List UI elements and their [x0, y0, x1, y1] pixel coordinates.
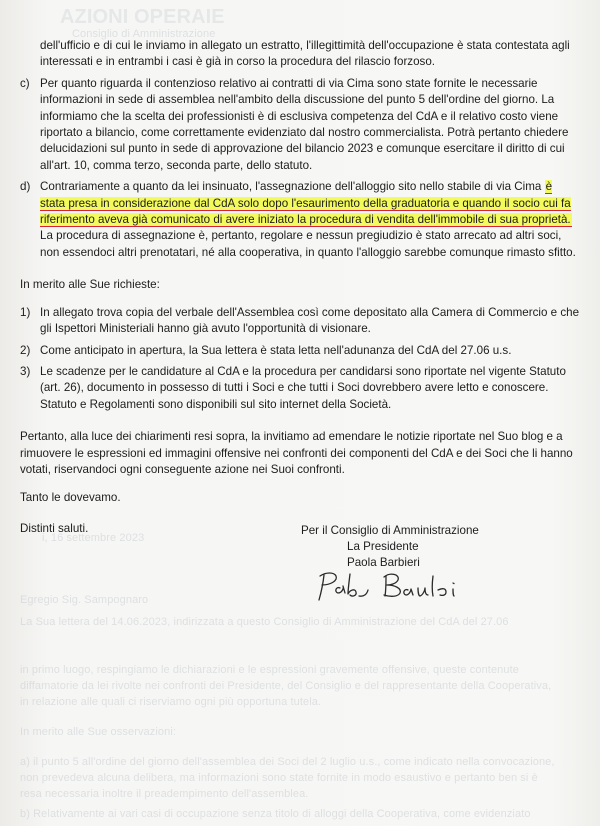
bleed-header-2: Consiglio di Amministrazione [72, 28, 216, 40]
request-item [20, 364, 580, 413]
point-d [20, 179, 580, 261]
bleed-line: in relazione alle quali ci riserviamo ogni più opportuna tutela. [20, 696, 322, 708]
point-d-label: d) [20, 180, 31, 194]
bleed-line: in primo luogo, respingiamo le dichiarazioni e le espressioni gravemente offensive, queste contenute [20, 664, 519, 676]
bleed-line: a) il punto 5 all'ordine del giorno dell'assemblea dei Soci del 2 luglio u.s., come indicato nella convocazione, [20, 756, 555, 768]
request-item [20, 343, 580, 359]
bleed-line: In merito alle Sue osservazioni: [20, 726, 177, 738]
point-d-text: Contrariamente a quanto da lei insinuato, l'assegnazione dell'alloggio sito nello stabile di via Cima [40, 180, 545, 194]
request-text: Come anticipato in apertura, la Sua lettera è stata letta nell'adunanza del CdA del 27.06 u.s. [40, 343, 512, 357]
bleed-line: b) Relativamente ai vari casi di occupazione senza titolo di alloggi della Cooperativa, come evidenziato [20, 808, 531, 820]
handwritten-signature [312, 566, 522, 606]
letter-body [20, 38, 580, 478]
point-c-label: c) [20, 76, 30, 90]
request-label: 2) [20, 343, 31, 357]
point-c [20, 76, 580, 174]
point-c-text: Per quanto riguarda il contenzioso relativo ai contratti di via Cima sono state fornite le necessarie informazioni in sede di assemblea nell'ambito della discussione del punto 5 dell'ordine del giorno. La informiamo che la scelta dei professionisti è di esclusiva competenza del CdA e il relativo costo viene riportato a bilancio, come correttamente evidenziato dal nostro commercialista. Potrà pertanto chiedere delucidazioni sul punto in sede di approvazione del bilancio 2023 e comunque esercitare il diritto di cui all'art. 10, comma terzo, seconda parte, dello statuto. [40, 76, 569, 172]
signatory-name: Paola Barbieri [347, 555, 420, 569]
bleed-line: Egregio Sig. Sampognaro [20, 594, 149, 606]
bleed-header-1: AZIONI OPERAIE [60, 6, 225, 28]
point-d-highlighted-text: è stata presa in considerazione dal CdA solo dopo l'esaurimento della graduatoria e quando il socio cui fa riferimento aveva già comunicato di avere iniziato la procedura di vendita dell'immobile di sua proprietà. [40, 180, 571, 227]
bleed-line: La Sua lettera del 14.06.2023, indirizzata a questo Consiglio di Amministrazione del CdA del 27.06 [20, 616, 509, 628]
closing-line-1: Tanto le dovevamo. [20, 491, 121, 504]
request-text: In allegato trova copia del verbale dell'Assemblea così come depositato alla Camera di Commercio e che gli Ispettori Ministeriali hanno già avuto l'opportunità di visionare. [40, 305, 580, 336]
bleed-line: diffamatorie da lei rivolte nei confronti dei Presidente, del Consiglio e del rappresentante della Cooperativa, [20, 680, 552, 692]
requests-intro: In merito alle Sue richieste: [20, 278, 160, 292]
bleed-line: resa necessaria inoltre il preadempimento dell'assemblea. [20, 788, 309, 800]
conclusion-paragraph: Pertanto, alla luce dei chiarimenti resi sopra, la invitiamo ad emendare le notizie riportate nel Suo blog e a rimuovere le espressioni ed immagini offensive nei confronti dei componenti del CdA e dei Soci che li hanno votati, riservandoci ogni conseguente azione nei Suoi confronti. [20, 430, 573, 476]
point-d-paragraph [40, 179, 580, 228]
bleed-line: non prevedeva alcuna delibera, ma informazioni sono state fornite in modo esaustivo e pertanto ben si è [20, 772, 538, 784]
request-label: 1) [20, 305, 31, 319]
signatory-org: Per il Consiglio di Amministrazione [301, 524, 479, 537]
point-d-after-text: La procedura di assegnazione è, pertanto, regolare e nessun pregiudizio è stato arrecato ad altri soci, non essendoci altri prenotatari, né alla cooperativa, in quanto l'alloggio sarebbe comunque rimasto sfitto. [40, 229, 576, 259]
request-label: 3) [20, 364, 31, 378]
signatory-block [301, 523, 479, 570]
request-item [20, 305, 580, 338]
bleed-date: i, 16 settembre 2023 [42, 532, 145, 544]
intro-continuation: dell'ufficio e di cui le inviamo in allegato un estratto, l'illegittimità dell'occupazione è stata contestata agli interessati e in entrambi i casi è già in corso la procedura del rilascio forzoso. [40, 39, 570, 69]
signatory-role: La Presidente [347, 539, 419, 553]
closing-line-2: Distinti saluti. [20, 522, 89, 535]
request-text: Le scadenze per le candidature al CdA e la procedura per candidarsi sono riportate nel vigente Statuto (art. 26), documento in possesso di tutti i Soci e che tutti i Soci dovrebbero avere letto e conoscere. Statuto e Regolamenti sono disponibili sul sito internet della Società. [40, 364, 566, 411]
